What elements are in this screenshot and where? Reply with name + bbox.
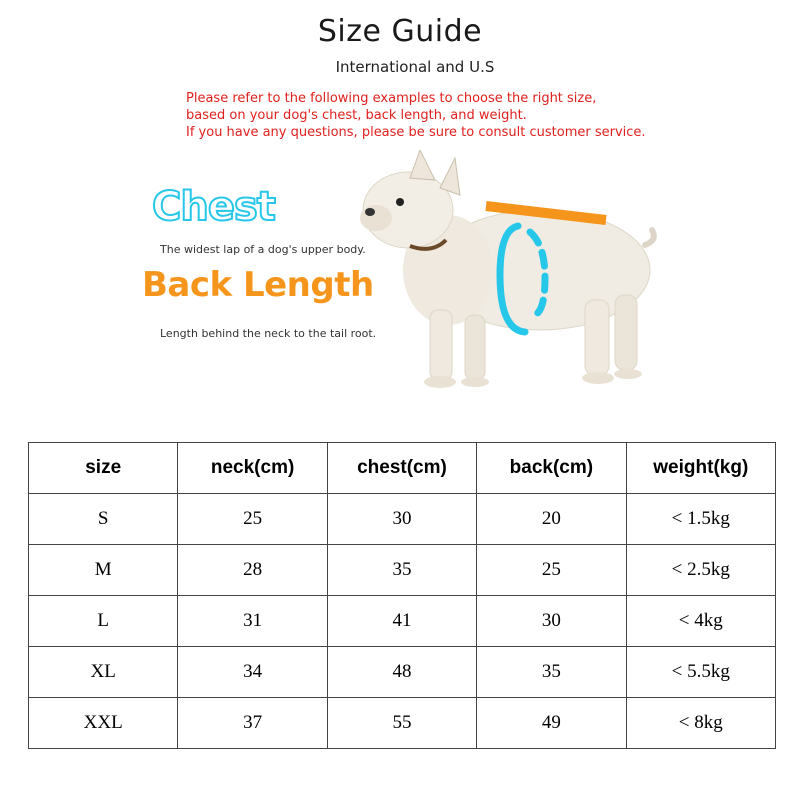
- table-cell: < 8kg: [626, 698, 775, 749]
- dog-leg: [615, 295, 637, 370]
- column-header: neck(cm): [178, 443, 327, 494]
- table-cell: < 1.5kg: [626, 494, 775, 545]
- page-subtitle: International and U.S: [335, 58, 495, 76]
- dog-eye: [396, 198, 404, 206]
- table-cell: 55: [327, 698, 476, 749]
- chest-description: The widest lap of a dog's upper body.: [160, 243, 366, 256]
- table-cell: M: [29, 545, 178, 596]
- instruction-line: based on your dog's chest, back length, and weight.: [186, 108, 527, 123]
- table-row: [29, 698, 776, 749]
- dog-leg: [430, 310, 452, 380]
- table-cell: 20: [477, 494, 626, 545]
- table-cell: < 4kg: [626, 596, 775, 647]
- dog-nose: [365, 208, 375, 216]
- page-title: Size Guide: [317, 14, 483, 49]
- table-row: [29, 596, 776, 647]
- dog-paw: [461, 377, 489, 387]
- dog-leg: [465, 315, 485, 380]
- table-cell: XL: [29, 647, 178, 698]
- table-cell: 34: [178, 647, 327, 698]
- table-cell: S: [29, 494, 178, 545]
- table-row: [29, 545, 776, 596]
- table-cell: 25: [477, 545, 626, 596]
- column-header: weight(kg): [626, 443, 775, 494]
- dog-illustration: [340, 150, 670, 400]
- table-cell: 41: [327, 596, 476, 647]
- table-row: [29, 647, 776, 698]
- table-cell: 35: [327, 545, 476, 596]
- table-cell: 28: [178, 545, 327, 596]
- table-cell: 25: [178, 494, 327, 545]
- table-cell: 48: [327, 647, 476, 698]
- size-chart-table: [28, 442, 776, 749]
- table-cell: < 5.5kg: [626, 647, 775, 698]
- dog-paw: [424, 376, 456, 388]
- table-cell: 37: [178, 698, 327, 749]
- table-row: [29, 494, 776, 545]
- dog-paw: [582, 372, 614, 384]
- table-cell: 30: [477, 596, 626, 647]
- back-length-description: Length behind the neck to the tail root.: [160, 327, 377, 340]
- dog-leg: [585, 300, 609, 375]
- table-cell: L: [29, 596, 178, 647]
- instruction-line: Please refer to the following examples to choose the right size,: [186, 91, 597, 106]
- column-header: size: [29, 443, 178, 494]
- table-cell: XXL: [29, 698, 178, 749]
- table-cell: 31: [178, 596, 327, 647]
- column-header: back(cm): [477, 443, 626, 494]
- dog-tail: [645, 230, 654, 245]
- chest-label: Chest: [152, 184, 275, 230]
- table-cell: 35: [477, 647, 626, 698]
- column-header: chest(cm): [327, 443, 476, 494]
- instruction-line: If you have any questions, please be sure to consult customer service.: [186, 125, 646, 140]
- instructions: [186, 90, 646, 141]
- table-cell: < 2.5kg: [626, 545, 775, 596]
- dog-ear: [410, 150, 435, 180]
- dog-snout: [360, 205, 392, 231]
- dog-ear: [440, 158, 460, 195]
- table-header-row: [29, 443, 776, 494]
- back-length-label: Back Length: [142, 265, 374, 305]
- table-cell: 30: [327, 494, 476, 545]
- table-cell: 49: [477, 698, 626, 749]
- dog-paw: [614, 369, 642, 379]
